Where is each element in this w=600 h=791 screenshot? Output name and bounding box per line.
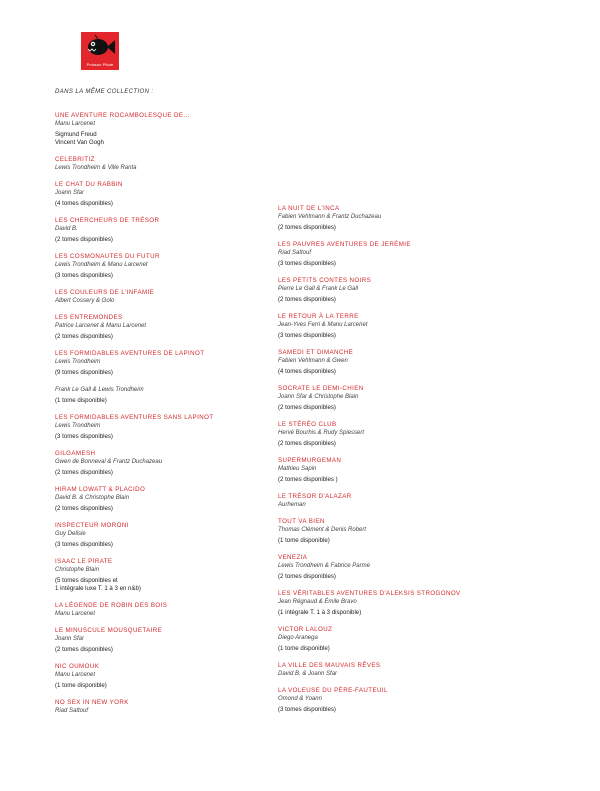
series-authors: Jean-Yves Ferri & Manu Larcenet [278, 322, 368, 328]
series-authors: Patrice Larcenet & Manu Larcenet [55, 323, 147, 329]
availability-note: Sigmund Freud [55, 131, 97, 138]
series-authors: Riad Sattouf [55, 708, 89, 714]
availability-note: (3 tomes disponibles) [278, 706, 336, 713]
availability-note: (2 tomes disponibles) [278, 573, 336, 580]
series-title: GILGAMESH [55, 450, 96, 457]
publisher-logo [81, 32, 119, 70]
series-authors: Thomas Clément & Denis Robert [278, 527, 367, 533]
catalog-entry [278, 385, 508, 421]
series-authors: Guy Delisle [55, 531, 86, 537]
catalog-entry [55, 350, 285, 386]
catalog-entry [55, 156, 285, 181]
availability-note: (2 tomes disponibles) [55, 469, 113, 476]
availability-note: (3 tomes disponibles) [55, 541, 113, 548]
fish-icon [84, 34, 116, 60]
series-title: LA LÉGENDE DE ROBIN DES BOIS [55, 602, 168, 609]
series-title: LES FORMIDABLES AVENTURES DE LAPINOT [55, 350, 205, 357]
series-title: LES PAUVRES AVENTURES DE JERÉMIE [278, 241, 411, 248]
availability-note: (2 tomes disponibles) [278, 440, 336, 447]
series-authors: Diego Aranega [278, 635, 318, 641]
series-authors: Christophe Blain [55, 567, 100, 573]
availability-note: (2 tomes disponibles ) [278, 476, 338, 483]
catalog-entry [55, 386, 285, 414]
catalog-entry [278, 277, 508, 313]
series-authors: Albert Cossery & Golo [55, 298, 115, 304]
series-authors: Frank Le Gall & Lewis Trondheim [55, 387, 144, 393]
right-column [278, 205, 508, 723]
availability-note: (2 tomes disponibles) [278, 296, 336, 303]
availability-note: (3 tomes disponibles) [55, 272, 113, 279]
left-column [55, 112, 285, 724]
availability-note: (2 tomes disponibles) [55, 236, 113, 243]
series-title: INSPECTEUR MORONI [55, 522, 129, 529]
series-title: SOCRATE LE DEMI-CHIEN [278, 385, 364, 392]
series-title: LES CHERCHEURS DE TRÉSOR [55, 217, 160, 224]
series-title: LES ENTREMONDES [55, 314, 123, 321]
series-authors: David B. [55, 226, 78, 232]
series-authors: Lewis Trondheim [55, 359, 101, 365]
catalog-entry [55, 217, 285, 253]
catalog-entry [278, 421, 508, 457]
series-title: NIC OUMOUK [55, 663, 100, 670]
series-title: VICTOR LALOUZ [278, 626, 333, 633]
catalog-entry [278, 662, 508, 687]
availability-note: (2 tomes disponibles) [55, 646, 113, 653]
series-title: VENEZIA [278, 554, 308, 561]
catalog-entry [55, 627, 285, 663]
collection-heading: DANS LA MÊME COLLECTION : [55, 89, 154, 95]
availability-note: (1 tome disponible) [278, 645, 330, 652]
catalog-entry [278, 518, 508, 554]
series-title: NO SEX IN NEW YORK [55, 699, 129, 706]
series-title: LE STÉRÉO CLUB [278, 421, 337, 428]
catalog-entry [278, 590, 508, 626]
series-authors: Riad Sattouf [278, 250, 312, 256]
series-authors: Aurheman [278, 502, 306, 508]
availability-note: (3 tomes disponibles) [278, 332, 336, 339]
catalog-entry [55, 450, 285, 486]
series-title: LES PETITS CONTES NOIRS [278, 277, 372, 284]
catalog-entry [278, 457, 508, 493]
series-authors: Jean Régnaud & Émile Bravo [278, 599, 357, 605]
availability-note: (1 tome disponible) [278, 537, 330, 544]
series-title: LE RETOUR À LA TERRE [278, 313, 359, 320]
series-title: LA VILLE DES MAUVAIS RÊVES [278, 662, 381, 669]
series-authors: Joann Sfar [55, 636, 85, 642]
series-title: LES VÉRITABLES AVENTURES D'ALEKSIS STROGONOV [278, 590, 461, 597]
availability-note: (4 tomes disponibles) [278, 368, 336, 375]
catalog-entry [278, 313, 508, 349]
series-title: LE MINUSCULE MOUSQUETAIRE [55, 627, 163, 634]
catalog-entry [55, 289, 285, 314]
series-title: LA NUIT DE L'INCA [278, 205, 340, 212]
availability-note: (3 tomes disponibles) [278, 260, 336, 267]
series-title: TOUT VA BIEN [278, 518, 325, 525]
availability-note: (4 tomes disponibles) [55, 200, 113, 207]
series-title: SUPERMURGEMAN [278, 457, 342, 464]
availability-note: (2 tomes disponibles) [278, 404, 336, 411]
series-authors: Mathieu Sapin [278, 466, 317, 472]
catalog-entry [278, 241, 508, 277]
series-authors: Joann Sfar [55, 190, 85, 196]
catalog-entry [278, 626, 508, 662]
catalog-entry [55, 522, 285, 558]
series-authors: Lewis Trondheim & Ville Ranta [55, 165, 137, 171]
availability-note: (2 tomes disponibles) [55, 505, 113, 512]
series-authors: Hervé Bourhis & Rudy Spiessert [278, 430, 365, 436]
series-title: LA VOLEUSE DU PÈRE-FAUTEUIL [278, 687, 388, 694]
availability-note: Vincent Van Gogh [55, 139, 104, 146]
catalog-entry [55, 112, 285, 156]
availability-note: 1 intégrale luxe T. 1 à 3 en n&b) [55, 585, 141, 592]
series-authors: David B. & Christophe Blain [55, 495, 130, 501]
series-authors: Manu Larcenet [55, 121, 96, 127]
catalog-entry [278, 349, 508, 385]
availability-note: (2 tomes disponibles) [55, 333, 113, 340]
series-authors: Joann Sfar & Christophe Blain [278, 394, 359, 400]
series-authors: Gwen de Bonneval & Frantz Duchazeau [55, 459, 163, 465]
series-authors: Lewis Trondheim [55, 423, 101, 429]
series-title: LES COSMONAUTES DU FUTUR [55, 253, 160, 260]
catalog-entry [55, 663, 285, 699]
series-authors: Lewis Trondheim & Fabrice Parme [278, 563, 370, 569]
series-authors: Omond & Yoann [278, 696, 322, 702]
catalog-entry [55, 699, 285, 724]
catalog-entry [55, 558, 285, 602]
catalog-entry [278, 687, 508, 723]
series-title: LE TRÉSOR D'ALAZAR [278, 493, 352, 500]
catalog-entry [55, 253, 285, 289]
catalog-entry [55, 602, 285, 627]
catalog-entry [55, 414, 285, 450]
series-authors: Manu Larcenet [55, 672, 96, 678]
logo-text: Poisson Pilote [86, 62, 114, 67]
catalog-entry [278, 205, 508, 241]
series-title: ISAAC LE PIRATE [55, 558, 113, 565]
availability-note: (9 tomes disponibles) [55, 369, 113, 376]
catalog-entry [55, 314, 285, 350]
series-authors: David B. & Joann Sfar [278, 671, 338, 677]
availability-note: (3 tomes disponibles) [55, 433, 113, 440]
catalog-entry [55, 486, 285, 522]
series-title: LES FORMIDABLES AVENTURES SANS LAPINOT [55, 414, 214, 421]
series-authors: Lewis Trondheim & Manu Larcenet [55, 262, 148, 268]
series-title: LE CHAT DU RABBIN [55, 181, 123, 188]
catalog-entry [55, 181, 285, 217]
series-authors: Fabien Vehlmann & Gwen [278, 358, 348, 364]
catalog-entry [278, 554, 508, 590]
series-authors: Fabien Vehlmann & Frantz Duchazeau [278, 214, 382, 220]
series-title: HIRAM LOWATT & PLACIDO [55, 486, 146, 493]
availability-note: (1 intégrale T. 1 à 3 disponible) [278, 609, 362, 616]
availability-note: (2 tomes disponibles) [278, 224, 336, 231]
availability-note: (5 tomes disponibles et [55, 577, 118, 584]
series-title: UNE AVENTURE ROCAMBOLESQUE DE… [55, 112, 190, 119]
series-authors: Pierre Le Gall & Frank Le Gall [278, 286, 359, 292]
availability-note: (1 tome disponible) [55, 397, 107, 404]
series-title: CELEBRITIZ [55, 156, 95, 163]
availability-note: (1 tome disponible) [55, 682, 107, 689]
catalog-entry [278, 493, 508, 518]
series-title: LES COULEURS DE L'INFAMIE [55, 289, 155, 296]
series-title: SAMEDI ET DIMANCHE [278, 349, 354, 356]
series-authors: Manu Larcenet [55, 611, 96, 617]
